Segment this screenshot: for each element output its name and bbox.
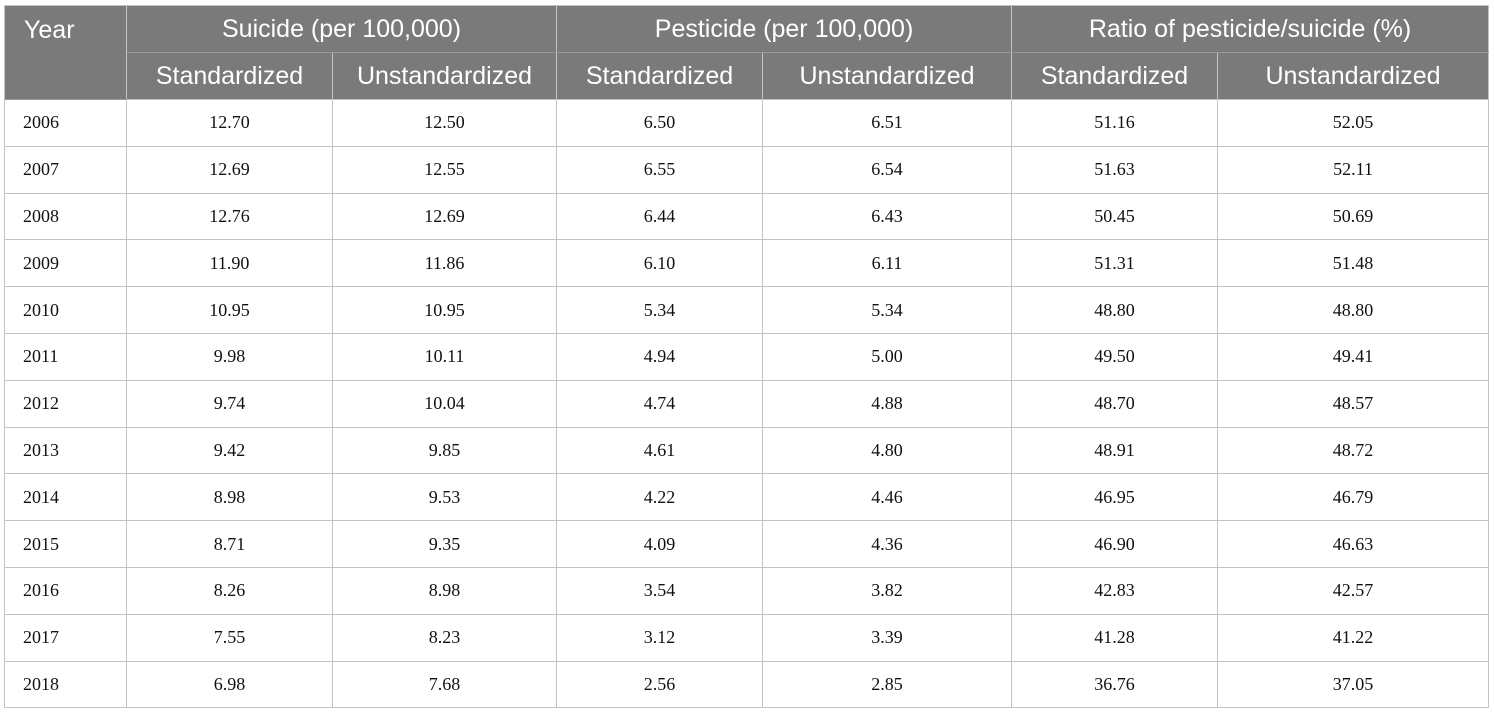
year-cell: 2012 xyxy=(5,380,127,427)
header-sub-row xyxy=(5,53,1489,100)
table-row xyxy=(5,333,1489,380)
ratio-standardized-cell: 48.70 xyxy=(1012,380,1218,427)
pesticide-standardized-cell: 3.54 xyxy=(557,567,763,614)
year-cell: 2013 xyxy=(5,427,127,474)
table-row xyxy=(5,146,1489,193)
ratio-unstandardized-cell: 48.72 xyxy=(1218,427,1489,474)
suicide-standardized-cell: 12.70 xyxy=(127,100,333,147)
ratio-standardized-cell: 48.91 xyxy=(1012,427,1218,474)
suicide-standardized-cell: 10.95 xyxy=(127,287,333,334)
pesticide-unstandardized-cell: 3.39 xyxy=(763,614,1012,661)
suicide-unstandardized-cell: 9.85 xyxy=(333,427,557,474)
year-cell: 2008 xyxy=(5,193,127,240)
suicide-standardized-cell: 9.42 xyxy=(127,427,333,474)
ratio-unstandardized-cell: 48.57 xyxy=(1218,380,1489,427)
suicide-standardized-cell: 8.71 xyxy=(127,521,333,568)
table-row xyxy=(5,427,1489,474)
year-cell: 2011 xyxy=(5,333,127,380)
table-header xyxy=(5,6,1489,100)
ratio-group-header: Ratio of pesticide/suicide (%) xyxy=(1012,6,1489,53)
suicide-unstandardized-cell: 9.53 xyxy=(333,474,557,521)
pesticide-standardized-header: Standardized xyxy=(557,53,763,100)
ratio-standardized-cell: 51.31 xyxy=(1012,240,1218,287)
ratio-standardized-cell: 51.16 xyxy=(1012,100,1218,147)
year-cell: 2015 xyxy=(5,521,127,568)
ratio-unstandardized-cell: 50.69 xyxy=(1218,193,1489,240)
suicide-standardized-cell: 9.74 xyxy=(127,380,333,427)
ratio-unstandardized-cell: 51.48 xyxy=(1218,240,1489,287)
pesticide-unstandardized-cell: 6.54 xyxy=(763,146,1012,193)
header-group-row xyxy=(5,6,1489,53)
year-cell: 2018 xyxy=(5,661,127,708)
pesticide-standardized-cell: 3.12 xyxy=(557,614,763,661)
pesticide-unstandardized-cell: 6.43 xyxy=(763,193,1012,240)
pesticide-standardized-cell: 4.09 xyxy=(557,521,763,568)
suicide-unstandardized-cell: 12.50 xyxy=(333,100,557,147)
suicide-pesticide-table xyxy=(4,5,1489,708)
ratio-standardized-cell: 51.63 xyxy=(1012,146,1218,193)
ratio-unstandardized-cell: 49.41 xyxy=(1218,333,1489,380)
table-row xyxy=(5,287,1489,334)
suicide-unstandardized-cell: 7.68 xyxy=(333,661,557,708)
ratio-unstandardized-cell: 46.63 xyxy=(1218,521,1489,568)
suicide-standardized-cell: 12.69 xyxy=(127,146,333,193)
table-row xyxy=(5,380,1489,427)
suicide-unstandardized-cell: 10.95 xyxy=(333,287,557,334)
pesticide-unstandardized-cell: 4.36 xyxy=(763,521,1012,568)
ratio-standardized-cell: 46.90 xyxy=(1012,521,1218,568)
ratio-standardized-cell: 49.50 xyxy=(1012,333,1218,380)
pesticide-unstandardized-header: Unstandardized xyxy=(763,53,1012,100)
table-row xyxy=(5,193,1489,240)
pesticide-unstandardized-cell: 5.00 xyxy=(763,333,1012,380)
ratio-standardized-cell: 50.45 xyxy=(1012,193,1218,240)
suicide-standardized-cell: 7.55 xyxy=(127,614,333,661)
pesticide-standardized-cell: 6.10 xyxy=(557,240,763,287)
suicide-unstandardized-cell: 8.98 xyxy=(333,567,557,614)
year-cell: 2007 xyxy=(5,146,127,193)
suicide-unstandardized-header: Unstandardized xyxy=(333,53,557,100)
ratio-unstandardized-cell: 42.57 xyxy=(1218,567,1489,614)
ratio-unstandardized-cell: 52.11 xyxy=(1218,146,1489,193)
ratio-standardized-cell: 41.28 xyxy=(1012,614,1218,661)
suicide-standardized-cell: 12.76 xyxy=(127,193,333,240)
ratio-standardized-cell: 36.76 xyxy=(1012,661,1218,708)
ratio-unstandardized-cell: 37.05 xyxy=(1218,661,1489,708)
ratio-unstandardized-cell: 46.79 xyxy=(1218,474,1489,521)
pesticide-unstandardized-cell: 6.51 xyxy=(763,100,1012,147)
table-row xyxy=(5,474,1489,521)
ratio-unstandardized-header: Unstandardized xyxy=(1218,53,1489,100)
table-row xyxy=(5,100,1489,147)
table-row xyxy=(5,661,1489,708)
pesticide-standardized-cell: 4.74 xyxy=(557,380,763,427)
suicide-unstandardized-cell: 12.55 xyxy=(333,146,557,193)
table-row xyxy=(5,567,1489,614)
suicide-unstandardized-cell: 9.35 xyxy=(333,521,557,568)
pesticide-standardized-cell: 4.94 xyxy=(557,333,763,380)
suicide-standardized-header: Standardized xyxy=(127,53,333,100)
ratio-standardized-header: Standardized xyxy=(1012,53,1218,100)
year-cell: 2010 xyxy=(5,287,127,334)
pesticide-standardized-cell: 2.56 xyxy=(557,661,763,708)
suicide-unstandardized-cell: 10.04 xyxy=(333,380,557,427)
suicide-standardized-cell: 11.90 xyxy=(127,240,333,287)
suicide-standardized-cell: 9.98 xyxy=(127,333,333,380)
pesticide-unstandardized-cell: 6.11 xyxy=(763,240,1012,287)
suicide-unstandardized-cell: 12.69 xyxy=(333,193,557,240)
suicide-standardized-cell: 6.98 xyxy=(127,661,333,708)
suicide-unstandardized-cell: 8.23 xyxy=(333,614,557,661)
pesticide-standardized-cell: 4.22 xyxy=(557,474,763,521)
pesticide-standardized-cell: 6.55 xyxy=(557,146,763,193)
year-cell: 2017 xyxy=(5,614,127,661)
ratio-unstandardized-cell: 48.80 xyxy=(1218,287,1489,334)
table-body xyxy=(5,100,1489,708)
ratio-unstandardized-cell: 41.22 xyxy=(1218,614,1489,661)
pesticide-unstandardized-cell: 2.85 xyxy=(763,661,1012,708)
table-row xyxy=(5,614,1489,661)
pesticide-unstandardized-cell: 5.34 xyxy=(763,287,1012,334)
pesticide-standardized-cell: 6.44 xyxy=(557,193,763,240)
year-cell: 2016 xyxy=(5,567,127,614)
year-cell: 2009 xyxy=(5,240,127,287)
suicide-standardized-cell: 8.98 xyxy=(127,474,333,521)
table-row xyxy=(5,521,1489,568)
ratio-standardized-cell: 42.83 xyxy=(1012,567,1218,614)
ratio-unstandardized-cell: 52.05 xyxy=(1218,100,1489,147)
pesticide-unstandardized-cell: 4.80 xyxy=(763,427,1012,474)
year-cell: 2006 xyxy=(5,100,127,147)
suicide-group-header: Suicide (per 100,000) xyxy=(127,6,557,53)
pesticide-standardized-cell: 5.34 xyxy=(557,287,763,334)
pesticide-unstandardized-cell: 3.82 xyxy=(763,567,1012,614)
pesticide-group-header: Pesticide (per 100,000) xyxy=(557,6,1012,53)
pesticide-unstandardized-cell: 4.88 xyxy=(763,380,1012,427)
ratio-standardized-cell: 48.80 xyxy=(1012,287,1218,334)
pesticide-standardized-cell: 4.61 xyxy=(557,427,763,474)
ratio-standardized-cell: 46.95 xyxy=(1012,474,1218,521)
pesticide-standardized-cell: 6.50 xyxy=(557,100,763,147)
suicide-unstandardized-cell: 11.86 xyxy=(333,240,557,287)
year-cell: 2014 xyxy=(5,474,127,521)
year-column-header: Year xyxy=(5,6,127,100)
suicide-unstandardized-cell: 10.11 xyxy=(333,333,557,380)
table-row xyxy=(5,240,1489,287)
pesticide-unstandardized-cell: 4.46 xyxy=(763,474,1012,521)
suicide-standardized-cell: 8.26 xyxy=(127,567,333,614)
